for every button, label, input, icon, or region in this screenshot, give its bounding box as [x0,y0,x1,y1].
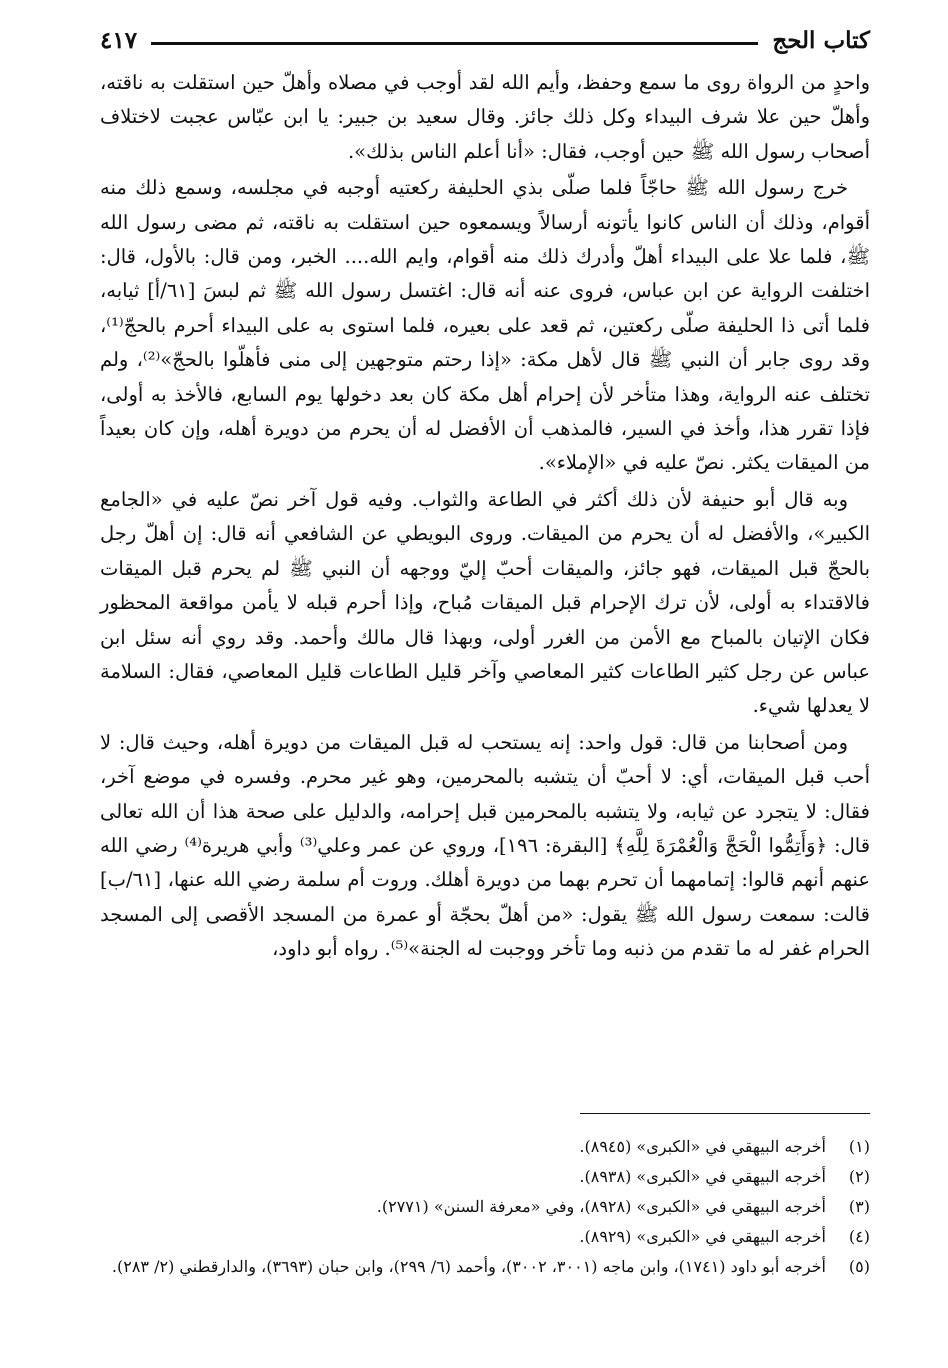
page-number: ٤١٧ [100,26,138,54]
footnote [100,1252,870,1282]
paragraph: ومن أصحابنا من قال: قول واحد: إنه يستحب له قبل الميقات من دويرة أهله، وحيث قال: لا أحب قبل الميقات، أي: لا أحبّ أن يتشبه بالمحرمين، وهو غير محرم. وفسره في موضع آخر، فقال: لا يتجرد عن ثيابه، ولا يتشبه بالمحرمين قبل إحرامه، والدليل على صحة هذا أن الله تعالى قال: ﴿وَأَتِمُّوا الْحَجَّ وَالْعُمْرَةَ لِلَّهِ﴾ [البقرة: ١٩٦]، وروي عن عمر وعلي⁽³⁾ وأبي هريرة⁽⁴⁾ رضي الله عنهم أنهم قالوا: إتمامهما أن تحرم بهما من دويرة أهلك. وروت أم سلمة رضي الله عنها، [٦١/ب] قالت: سمعت رسول الله ﷺ يقول: «من أهلّ بحجّة أو عمرة من المسجد الأقصى إلى المسجد الحرام غفر له ما تقدم من ذنبه وما تأخر ووجبت له الجنة»⁽⁵⁾. رواه أبو داود، [100,730,871,961]
chapter-title: كتاب الحج [772,26,870,54]
paragraph: وبه قال أبو حنيفة لأن ذلك أكثر في الطاعة والثواب. وفيه قول آخر نصّ عليه في «الجامع الكبير»، والأفضل له أن يحرم من الميقات. وروى البويطي عن الشافعي أنه قال: إن أهلّ رجل بالحجّ قبل الميقات، فهو جائز، والميقات أحبّ إليّ ووجهه أن النبي ﷺ لم يحرم قبل الميقات فالاقتداء به أولى، لأن ترك الإحرام قبل الميقات مُباح، وإذا أحرم قبله لا يأمن مواقعة المحظور فكان الإتيان بالمباح مع الأمن من الغرر أولى، وبهذا قال مالك وأحمد. وقد روي أنه سئل ابن عباس عن رجل كثير الطاعات كثير المعاصي وآخر قليل الطاعات قليل المعاصي، فقال: السلامة لا يعدلها شيء. [100,487,870,718]
paragraph: خرج رسول الله ﷺ حاجّاً فلما صلّى بذي الحليفة ركعتيه أوجبه في مجلسه، وسمع ذلك منه أقوام، وذلك أن الناس كانوا يأتونه أرسالاً ويسمعوه حين استقلت به ناقته، ثم مضى رسول الله ﷺ، فلما علا على البيداء أهلّ وأدرك ذلك منه أقوام، وايم الله.... الخبر، ومن قال: بالأول، قال: اختلفت الرواية عن ابن عباس، فروى عنه أنه قال: اغتسل رسول الله ﷺ ثم لبسَ [٦١/أ] ثيابه، فلما أتى ذا الحليفة صلّى ركعتين، ثم قعد على بعيره، فلما استوى به على البيداء أحرم بالحجّ⁽¹⁾، وقد روى جابر أن النبي ﷺ قال لأهل مكة: «إذا رحتم متوجهين إلى منى فأهلّوا بالحجّ»⁽²⁾، ولم تختلف عنه الرواية، وهذا متأخر لأن إحرام أهل مكة كان بعد دخولها يوم السابع، فالأخذ به أولى، فإذا تقرر هذا، وأخذ في السير، فالمذهب أن الأفضل له أن يحرم من دويرة أهله، وإن كان بعيداً من الميقات يكثر. نصّ عليه في «الإملاء». [100,176,870,475]
footnotes [100,1132,870,1282]
footnote-number: (١) [848,1137,870,1156]
footnote-number: (٥) [848,1257,870,1276]
footnote-text: أخرجه البيهقي في «الكبرى» (٨٩٢٨)، وفي «معرفة السنن» (٢٧٧١). [376,1197,826,1216]
footnote-number: (٤) [848,1227,870,1246]
paragraph: واحدٍ من الرواة روى ما سمع وحفظ، وأيم الله لقد أوجب في مصلاه وأهلّ حين استقلت به ناقته، وأهلّ حين علا شرف البيداء وكل ذلك جائز. وقال سعيد بن جبير: يا ابن عبّاس عجبت لاختلاف أصحاب رسول الله ﷺ حين أوجب، فقال: «أنا أعلم الناس بذلك». [100,71,870,163]
footnote-number: (٣) [848,1197,870,1216]
footnote-number: (٢) [848,1167,870,1186]
footnote [100,1132,870,1162]
book-page [100,20,870,1348]
header-rule [151,42,758,45]
footnote-text: أخرجه البيهقي في «الكبرى» (٨٩٣٨). [579,1167,826,1186]
main-text [100,66,870,967]
footnote [100,1222,870,1252]
footnote-text: أخرجه أبو داود (١٧٤١)، وابن ماجه (٣٠٠١، ٣٠٠٢)، وأحمد (٦/ ٢٩٩)، وابن حبان (٣٦٩٣)، والدارقطني (٢/ ٢٨٣). [111,1257,826,1276]
footnote-text: أخرجه البيهقي في «الكبرى» (٨٩٤٥). [579,1137,826,1156]
footnote-text: أخرجه البيهقي في «الكبرى» (٨٩٢٩). [579,1227,826,1246]
running-header [100,20,870,60]
footnote [100,1162,870,1192]
footnote [100,1192,870,1222]
footnote-separator [580,1113,870,1114]
